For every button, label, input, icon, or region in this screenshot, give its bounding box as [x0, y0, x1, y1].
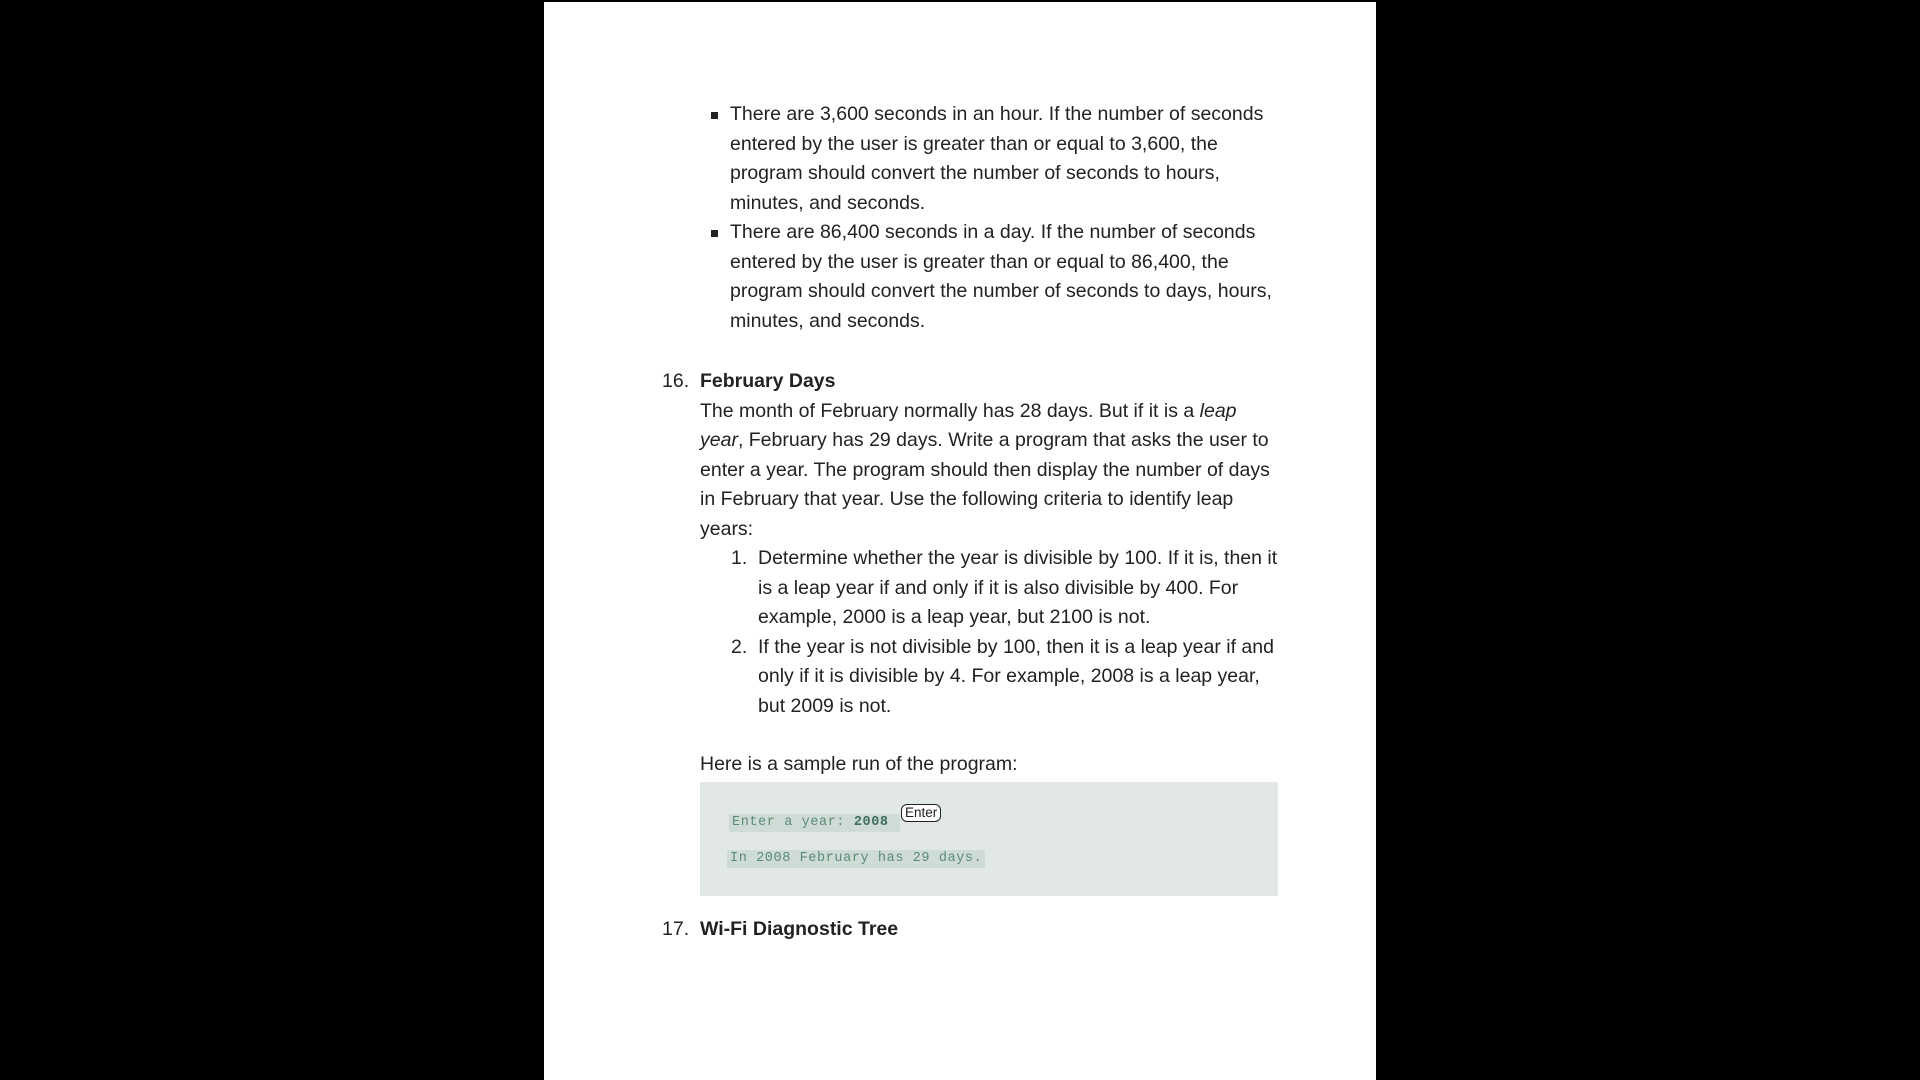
criteria-text: If the year is not divisible by 100, then it is a leap year if and only if it is divisible by 4. For example, 2008 is a leap year, but 2009 is not.	[758, 635, 1274, 717]
exercise-number: 17.	[662, 918, 690, 940]
bullet-text: There are 86,400 seconds in a day. If the number of seconds entered by the user is greater than or equal to 86,400, the program should convert the number of seconds to days, hours, minutes, and seconds.	[730, 221, 1272, 332]
user-input: 2008	[853, 814, 889, 830]
leap-year-criteria	[700, 544, 1280, 721]
intro-text: The month of February normally has 28 days. But if it is a	[700, 399, 1200, 422]
sample-run-intro: Here is a sample run of the program:	[700, 753, 1018, 775]
bullet-text: There are 3,600 seconds in an hour. If the number of seconds entered by the user is greater than or equal to 3,600, the program should convert the number of seconds to hours, minutes, and seconds.	[730, 103, 1264, 214]
criteria-number: 2.	[731, 635, 748, 658]
bullet-item	[730, 218, 1290, 336]
criteria-item	[700, 633, 1280, 722]
bullet-item	[730, 100, 1290, 218]
criteria-text: Determine whether the year is divisible by 100. If it is, then it is a leap year if and only if it is also divisible by 400. For example, 2000 is a leap year, but 2100 is not.	[758, 547, 1278, 628]
prompt-text: Enter a year:	[732, 814, 854, 830]
document-page	[544, 2, 1376, 1080]
square-bullet-icon	[711, 112, 718, 119]
sample-run-box	[700, 782, 1278, 896]
exercise-title: February Days	[700, 370, 836, 392]
seconds-conversion-bullets	[730, 100, 1290, 336]
enter-key-icon: Enter	[901, 804, 941, 822]
criteria-number: 1.	[731, 547, 748, 569]
sample-output-line: In 2008 February has 29 days.	[727, 850, 985, 868]
exercise-title: Wi-Fi Diagnostic Tree	[700, 918, 899, 940]
exercise-body	[700, 397, 1280, 896]
exercise-number: 16.	[662, 370, 690, 392]
intro-emphasis: leap year	[700, 399, 1237, 451]
exercise-intro	[700, 397, 1280, 545]
criteria-item	[700, 544, 1280, 633]
intro-text: , February has 29 days. Write a program that asks the user to enter a year. The program should then display the number of days in February that year. Use the following criteria to identify leap years:	[700, 429, 1270, 540]
sample-prompt-line	[729, 814, 900, 832]
square-bullet-icon	[711, 230, 718, 237]
